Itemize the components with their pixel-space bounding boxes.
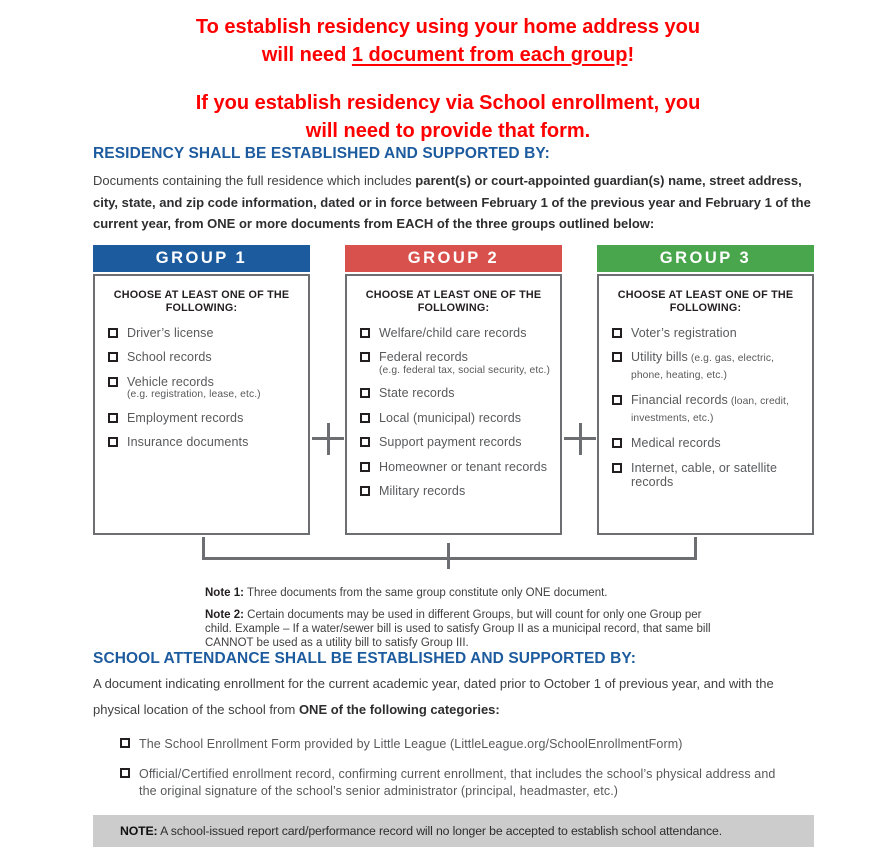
group-header-3: GROUP 3 (597, 245, 814, 272)
bottom-note-text: A school-issued report card/performance record will no longer be accepted to establish school attendance. (160, 823, 722, 838)
checklist-item (108, 350, 302, 365)
banner-line: will need to provide that form. (305, 120, 591, 142)
checklist-item-label: Medical records (631, 436, 721, 450)
checklist-item (612, 350, 806, 383)
school-checklist-item (120, 736, 814, 753)
school-checklist-item-label: Official/Certified enrollment record, confirming current enrollment, that includes the school’s physical address and the original signature of the school’s senior administrator (principal, headmaster, etc.) (139, 766, 776, 798)
checklist-item (612, 326, 806, 341)
checklist-item (612, 393, 806, 426)
checkbox-icon[interactable] (360, 352, 370, 362)
group-subtitle: CHOOSE AT LEAST ONE OF THE FOLLOWING: (365, 288, 542, 314)
plus-icon (564, 423, 596, 455)
group-subtitle: CHOOSE AT LEAST ONE OF THE FOLLOWING: (617, 288, 794, 314)
bracket-right-tick (694, 537, 697, 560)
checkbox-icon[interactable] (108, 437, 118, 447)
checklist-item-label: Welfare/child care records (379, 325, 527, 340)
checkbox-icon[interactable] (612, 463, 622, 473)
note-label: Note 1: (205, 586, 244, 599)
banner-paragraph-1 (0, 13, 896, 69)
checklist-item (108, 435, 302, 450)
checklist-item-label: Employment records (127, 410, 244, 425)
group-box-3 (597, 274, 814, 535)
top-banner (0, 0, 896, 145)
checkbox-icon[interactable] (120, 738, 130, 748)
checklist-item (360, 484, 554, 499)
note-paragraph: Note 1: Three documents from the same group constitute only ONE document. (205, 586, 608, 599)
school-checklist-item-label: The School Enrollment Form provided by Little League (LittleLeague.org/SchoolEnrollmentForm) (139, 736, 683, 751)
checklist-item (360, 326, 554, 341)
bracket-center-tick (447, 543, 450, 569)
group-box-2 (345, 274, 562, 535)
group-column-3 (597, 245, 814, 535)
checklist-item (612, 461, 806, 490)
school-checklist-item (120, 766, 814, 800)
bracket-left-tick (202, 537, 205, 560)
checklist-item-label: State records (379, 386, 455, 400)
banner-line: will need (261, 44, 352, 66)
checklist-item-label: Homeowner or tenant records (379, 459, 548, 474)
checkbox-icon[interactable] (612, 328, 622, 338)
checklist-item (360, 460, 554, 475)
checklist-item-label: School records (127, 350, 212, 364)
residency-intro-bold: parent(s) or court-appointed guardian(s) name, street address, city, state, and zip code information, dated or in force between February 1 of the previous year and February 1 of the current year, from ONE or more documents from EACH of the three groups outlined below: (93, 173, 811, 231)
checklist-item (108, 375, 302, 401)
checkbox-icon[interactable] (612, 438, 622, 448)
checklist-item-label: Federal records (e.g. federal tax, social security, etc.) (379, 350, 551, 376)
banner-line: To establish residency using your home address you (195, 16, 701, 38)
banner-paragraph-2 (0, 89, 896, 145)
group-subtitle: CHOOSE AT LEAST ONE OF THE FOLLOWING: (113, 288, 290, 314)
checklist-item-label: Internet, cable, or satellite records (631, 460, 778, 489)
banner-underlined-text: 1 document from each group (351, 44, 628, 66)
residency-section-heading: RESIDENCY SHALL BE ESTABLISHED AND SUPPORTED BY: (93, 145, 550, 162)
checklist-item-label: Local (municipal) records (379, 410, 522, 425)
group-column-2 (345, 245, 562, 535)
bottom-note-bar (93, 815, 814, 847)
school-intro-normal: A document indicating enrollment for the current academic year, dated prior to October 1 of previous year, and with the physical location of the school from (93, 675, 774, 717)
checklist-item-label: Utility bills (e.g. gas, electric, phone, heating, etc.) (631, 350, 775, 381)
group-header-2: GROUP 2 (345, 245, 562, 272)
checkbox-icon[interactable] (120, 768, 130, 778)
notes-block (205, 586, 730, 650)
checkbox-icon[interactable] (108, 413, 118, 423)
checklist-item (108, 411, 302, 426)
checklist-item (108, 326, 302, 341)
groups-row (93, 245, 814, 535)
checklist-item-label: Driver’s license (127, 325, 214, 340)
checklist-item-label: Financial records (loan, credit, investments, etc.) (631, 393, 789, 424)
group-box-1 (93, 274, 310, 535)
checklist-item-note: (e.g. gas, electric, phone, heating, etc.) (631, 353, 775, 381)
checkbox-icon[interactable] (108, 377, 118, 387)
school-intro-bold: ONE of the following categories: (298, 701, 500, 717)
group-column-1 (93, 245, 310, 535)
checkbox-icon[interactable] (108, 328, 118, 338)
school-intro-paragraph (93, 671, 814, 723)
school-checklist (120, 736, 814, 800)
note-label: Note 2: (205, 608, 244, 621)
checklist-item-label: Insurance documents (127, 435, 249, 449)
checklist-item (360, 435, 554, 450)
checklist-item-label: Support payment records (379, 435, 522, 449)
group-header-1: GROUP 1 (93, 245, 310, 272)
checklist-item-label: Voter’s registration (631, 325, 737, 340)
flyer-content (93, 145, 814, 847)
checkbox-icon[interactable] (360, 413, 370, 423)
checklist-item (612, 436, 806, 451)
checkbox-icon[interactable] (360, 486, 370, 496)
checklist-item (360, 350, 554, 376)
checkbox-icon[interactable] (108, 352, 118, 362)
checkbox-icon[interactable] (612, 352, 622, 362)
residency-intro-paragraph (93, 170, 814, 235)
checklist-item-label: Vehicle records (e.g. registration, lease, etc.) (127, 374, 261, 400)
checklist-item-label: Military records (379, 484, 466, 498)
checkbox-icon[interactable] (360, 328, 370, 338)
groups-bracket (93, 535, 814, 579)
bottom-note-label: NOTE: (120, 823, 158, 838)
plus-icon (312, 423, 344, 455)
checklist-item-note: (e.g. registration, lease, etc.) (127, 389, 261, 400)
checklist-item (360, 386, 554, 401)
school-section-heading: SCHOOL ATTENDANCE SHALL BE ESTABLISHED AND SUPPORTED BY: (93, 649, 636, 667)
residency-intro-normal: Documents containing the full residence which includes (93, 173, 416, 188)
note-paragraph: Note 2: Certain documents may be used in different Groups, but will count for only one Group per child. Example – If a water/sewer bill is used to satisfy Group II as a municipal record, that same bill CANNOT be used as a utility bill to satisfy Group III. (205, 608, 711, 649)
checklist-item (360, 411, 554, 426)
checkbox-icon[interactable] (360, 437, 370, 447)
banner-line: ! (627, 44, 635, 66)
checkbox-icon[interactable] (612, 395, 622, 405)
checkbox-icon[interactable] (360, 388, 370, 398)
checkbox-icon[interactable] (360, 462, 370, 472)
checklist-item-note: (e.g. federal tax, social security, etc.) (379, 364, 551, 376)
checklist-item-note: (loan, credit, investments, etc.) (631, 396, 789, 424)
banner-line: If you establish residency via School enrollment, you (195, 92, 701, 114)
